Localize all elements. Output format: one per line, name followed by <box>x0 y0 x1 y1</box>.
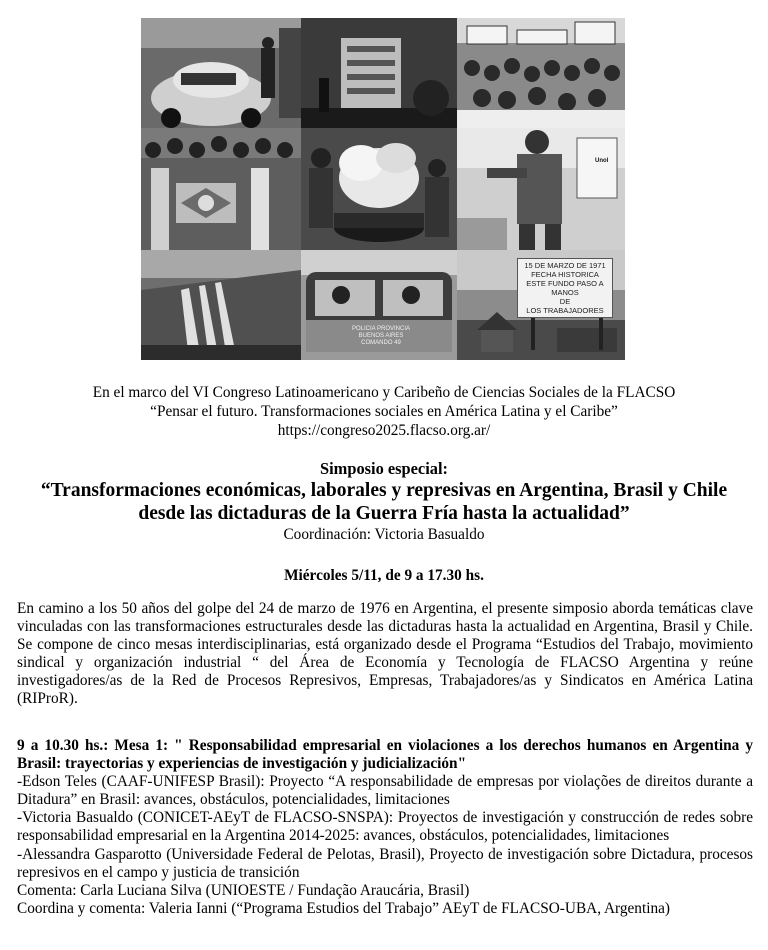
police-car-text <box>341 326 421 347</box>
intro-theme-line: “Pensar el futuro. Transformaciones sociales en América Latina y el Caribe” <box>150 403 618 420</box>
police-car-text-line: COMANDO 49 <box>361 340 401 346</box>
symposium-coordination: Coordinación: Victoria Basualdo <box>283 526 485 543</box>
symposium-label: Simposio especial: <box>320 459 448 478</box>
mesa-1-coordinator: Coordina y comenta: Valeria Ianni (“Programa Estudios del Trabajo” AEyT de FLACSO-UBA, Argentina) <box>17 899 670 917</box>
police-car-text-line: POLICIA PROVINCIA BUENOS AIRES <box>351 326 411 339</box>
photo-soldier <box>457 128 625 250</box>
photo-building <box>301 18 457 128</box>
symposium-title-line-1: “Transformaciones económicas, laborales y represivas en Argentina, Brasil y Chile <box>40 480 728 501</box>
photo-car-factory <box>141 18 301 128</box>
intro-url-link[interactable]: https://congreso2025.flacso.org.ar/ <box>277 422 491 439</box>
mesa-1-title: 9 a 10.30 hs.: Mesa 1: " Responsabilidad empresarial en violaciones a los derechos humanos en Argentina y Brasil: trayectorias y experiencias de investigación y judicialización" <box>17 737 753 773</box>
sign-line: DE <box>559 297 571 306</box>
sign-line: LOS TRABAJADORES <box>526 306 604 315</box>
mesa-1-section <box>17 737 753 918</box>
photo-collage <box>141 18 625 360</box>
description-text: En camino a los 50 años del golpe del 24 de marzo de 1976 en Argentina, el presente simposio aborda temáticas clave vinculadas con las transformaciones estructurales desde las dictaduras hasta la actualidad en Argentina, Brasil y Chile. Se compone de cinco mesas interdisciplinarias, está organizado desde el Programa “Estudios del Trabajo, movimiento sindical y organización industrial “ del Área de Economía y Tecnología de FLACSO Argentina y reúne investigadores/as de la Red de Procesos Represivos, Empresas, Trabajadores/as y Sindicatos en América Latina (RIProR). <box>17 600 753 708</box>
photo-dam <box>141 250 301 360</box>
description-paragraph <box>17 600 753 709</box>
sign-line: 15 DE MARZO DE 1971 <box>524 261 606 270</box>
photo-protest-crowd <box>457 18 625 128</box>
photo-smoke-pot <box>301 128 457 250</box>
symposium-header <box>0 459 768 544</box>
intro-congress-line: En el marco del VI Congreso Latinoamericano y Caribeño de Ciencias Sociales de la FLACSO <box>92 384 676 401</box>
sign-line: ESTE FUNDO PASO A MANOS <box>526 279 604 297</box>
speaker-alessandra-gasparotto: -Alessandra Gasparotto (Universidade Federal de Pelotas, Brasil), Proyecto de investigación sobre Dictadura, procesos represivos en el campo y justicia de transición <box>17 845 753 881</box>
photo-police-car <box>301 250 457 360</box>
photo-land-sign <box>457 250 625 360</box>
sign-line: FECHA HISTORICA <box>531 270 599 279</box>
intro-section <box>0 383 768 440</box>
photo-workers-with-flag <box>141 128 301 250</box>
speaker-victoria-basualdo: -Victoria Basualdo (CONICET-AEyT de FLACSO-SNSPA): Proyectos de investigación y construcción de redes sobre responsabilidad empresarial en la Argentina 2014-2025: avances, obstáculos, potencialidades, limitaciones <box>17 809 753 845</box>
symposium-title-line-2: desde las dictaduras de la Guerra Fría hasta la actualidad” <box>138 503 630 524</box>
mesa-1-commentator: Comenta: Carla Luciana Silva (UNIOESTE / Fundação Araucária, Brasil) <box>17 881 470 899</box>
land-sign-text <box>517 258 613 318</box>
event-date: Miércoles 5/11, de 9 a 17.30 hs. <box>284 567 484 584</box>
speaker-edson-teles: -Edson Teles (CAAF-UNIFESP Brasil): Proyecto “A responsabilidade de empresas por violações de direitos durante a Ditadura” en Brasil: avances, obstáculos, potencialidades, limitaciones <box>17 773 753 809</box>
store-sign-text: Unol <box>595 158 609 164</box>
